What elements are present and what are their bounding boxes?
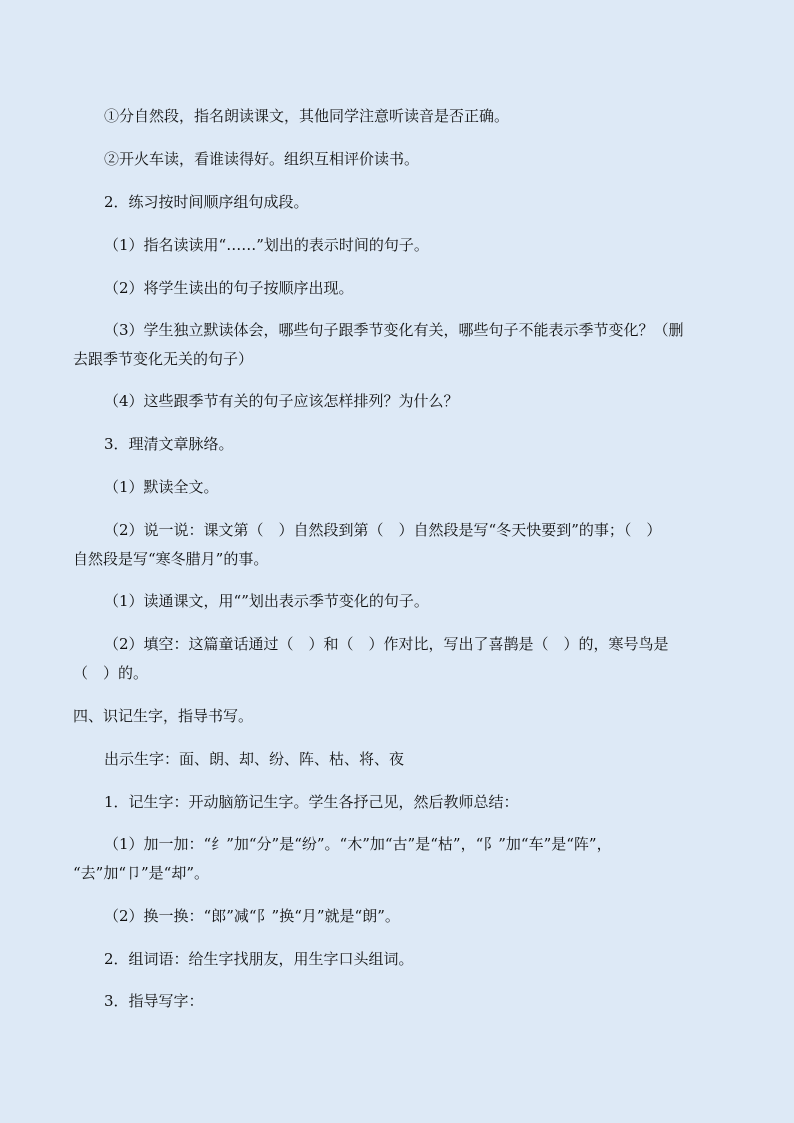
text-line: ②开火车读，看谁读得好。组织互相评价读书。 [104, 150, 420, 168]
text-line: （1）加一加：“纟”加“分”是“纷”。“木”加“古”是“枯”，“阝”加“车”是“阵”， [104, 835, 612, 853]
text-line: （2）填空：这篇童话通过（ ）和（ ）作对比，写出了喜鹊是（ ）的，寒号鸟是 [104, 635, 669, 653]
text-line: （3）学生独立默读体会，哪些句子跟季节变化有关，哪些句子不能表示季节变化？（删 [104, 321, 684, 339]
text-line: 1．记生字：开动脑筋记生字。学生各抒己见，然后教师总结： [104, 793, 519, 811]
text-line: （2）换一换：“郎”减“阝”换“月”就是“朗”。 [104, 907, 400, 925]
text-line: （4）这些跟季节有关的句子应该怎样排列？为什么？ [104, 392, 459, 410]
section-heading: 四、识记生字，指导书写。 [73, 707, 254, 725]
text-line: （1）默读全文。 [104, 478, 219, 496]
text-line: 2．组词语：给生字找朋友，用生字口头组词。 [104, 950, 414, 968]
text-line: 出示生字：面、朗、却、纷、阵、枯、将、夜 [104, 750, 405, 768]
text-line: 自然段是写“寒冬腊月”的事。 [73, 550, 269, 568]
text-line: （ ）的。 [73, 664, 149, 682]
text-line: （2）将学生读出的句子按顺序出现。 [104, 279, 354, 297]
text-line: ①分自然段，指名朗读课文，其他同学注意听读音是否正确。 [104, 107, 510, 125]
text-line: 3．理清文章脉络。 [104, 435, 234, 453]
text-line: （1）指名读读用“……”划出的表示时间的句子。 [104, 236, 429, 254]
text-line: （2）说一说：课文第（ ）自然段到第（ ）自然段是写“冬天快要到”的事；（ ） [104, 521, 662, 539]
text-line: （1）读通课文，用“”划出表示季节变化的句子。 [104, 592, 429, 610]
text-line: 去跟季节变化无关的句子） [73, 350, 254, 368]
text-line: 3．指导写字： [104, 992, 204, 1010]
text-line: “去”加“卩”是“却”。 [73, 864, 210, 882]
text-line: 2．练习按时间顺序组句成段。 [104, 193, 309, 211]
